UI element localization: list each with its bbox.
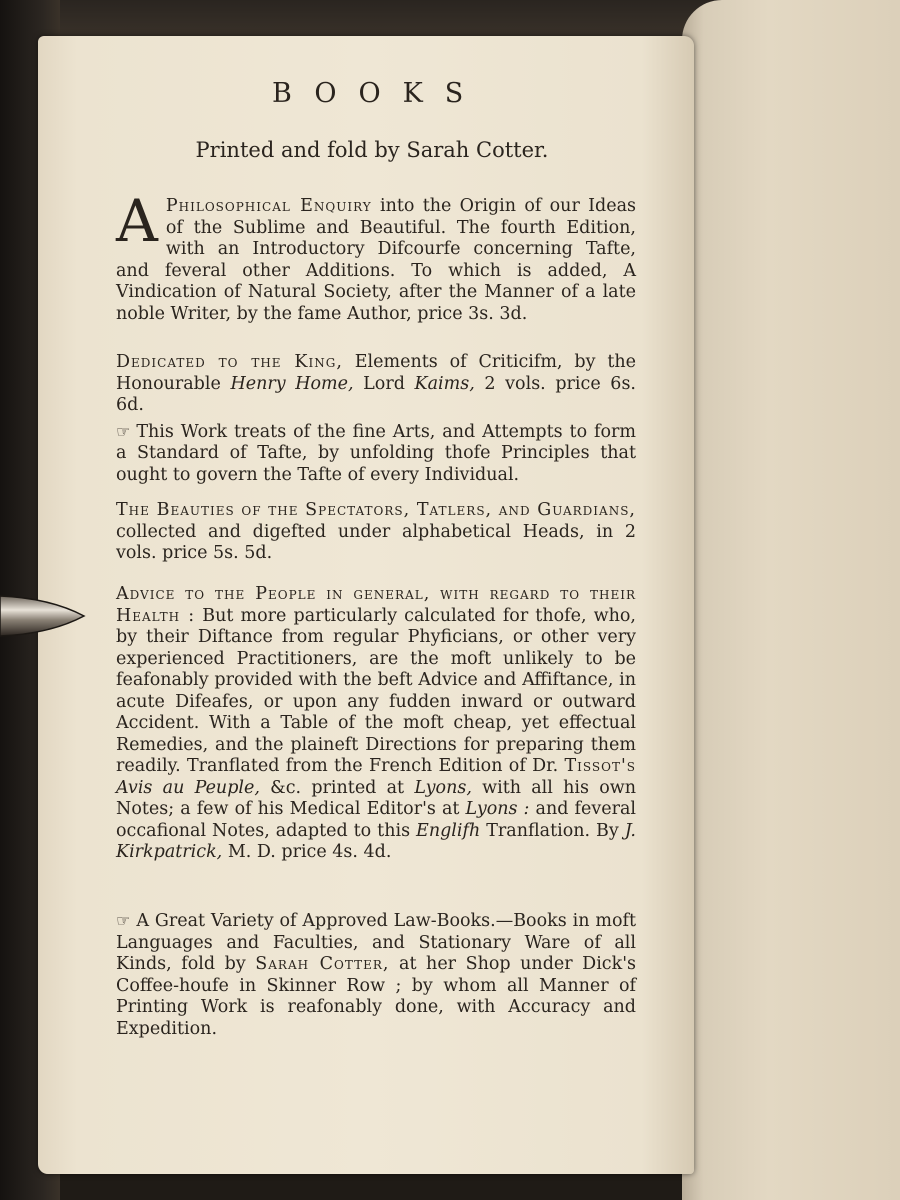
place-name: Lyons,	[414, 777, 472, 798]
entry-text: Tranflation. By	[480, 820, 625, 841]
entry-text: Lord	[353, 373, 415, 394]
entry-text: 2 vols. price 6s. 6d.	[116, 373, 636, 415]
subheading-text: Printed and fold by Sarah Cotter.	[195, 138, 549, 162]
page-clip	[0, 588, 86, 644]
note-text: This Work treats of the fine Arts, and Attempts to form a Standard of Tafte, by unfolding thofe Principles that ought to govern the Tafte of every Individual.	[116, 421, 636, 485]
entry-law-books	[116, 910, 636, 1040]
entry-text: and feveral occafional Notes, adapted to this	[116, 799, 636, 841]
entry-text: &c. printed at	[259, 777, 415, 798]
author-name: Tissot's	[564, 756, 636, 776]
entry-advice-to-the-people	[116, 584, 636, 864]
entry-title: The Beauties of the Spectators, Tatlers, and Guardians,	[116, 500, 636, 520]
entry-text: collected and digefted under alphabetical Heads, in 2 vols. price 5s. 5d.	[116, 521, 636, 563]
book-title: Avis au Peuple,	[116, 777, 260, 798]
language-name: Englifh	[416, 820, 481, 841]
facing-page	[682, 0, 900, 1200]
translator-name: J. Kirkpatrick,	[116, 820, 636, 862]
entry-text: with all his own Notes; a few of his Medical Editor's at	[116, 777, 636, 819]
page-subheading	[132, 138, 612, 162]
entry-title: Advice to the People in general, with regard to their Health :	[116, 584, 636, 626]
entry-text: But more particularly calculated for thofe, who, by their Diftance from regular Phyficians, or other very experienced Practitioners, are the moft unlikely to be feafonably provided with the beft Advice and Affiftance, in acute Difeafes, or upon any fudden inward or outward Accident. With a Table of the moft cheap, yet effectual Remedies, and the plaineft Directions for preparing them readily. Tranflated from the French Edition of Dr.	[116, 605, 636, 776]
entry-text: M. D. price 4s. 4d.	[222, 842, 392, 862]
entry-title: Philosophical Enquiry	[165, 196, 372, 216]
entry-title: Dedicated to the King,	[116, 352, 343, 372]
place-name: Lyons :	[465, 799, 530, 819]
entry-text: at her Shop under Dick's Coffee-houfe in Skinner Row ; by whom all Manner of Printing Work is reafonably done, with Accuracy and Expedition.	[116, 954, 637, 1039]
manicule-icon: ☞	[116, 421, 131, 441]
entry-text: A Great Variety of Approved Law-Books.—Books in moft Languages and Faculties, and Stationary Ware of all Kinds, fold by	[116, 911, 636, 974]
entry-note	[116, 421, 636, 487]
drop-cap: A	[116, 187, 158, 255]
author-title: Kaims,	[414, 373, 475, 394]
page-heading: BOOKS	[272, 78, 486, 109]
entry-philosophical-enquiry	[116, 187, 636, 325]
seller-name: Sarah Cotter,	[255, 954, 390, 974]
author-name: Henry Home,	[230, 373, 354, 394]
entry-beauties-of-spectators	[116, 500, 636, 565]
manicule-icon: ☞	[116, 911, 131, 930]
entry-text: Elements of Criticifm, by the Honourable	[116, 352, 636, 394]
entry-text: into the Origin of our Ideas of the Sublime and Beautiful. The fourth Edition, with an Introductory Difcourfe concerning Tafte, and feveral other Additions. To which is added, A Vindication of Natural Society, after the Manner of a late noble Writer, by the fame Author, price 3s. 3d.	[116, 196, 636, 324]
entry-elements-of-criticism	[116, 352, 636, 486]
